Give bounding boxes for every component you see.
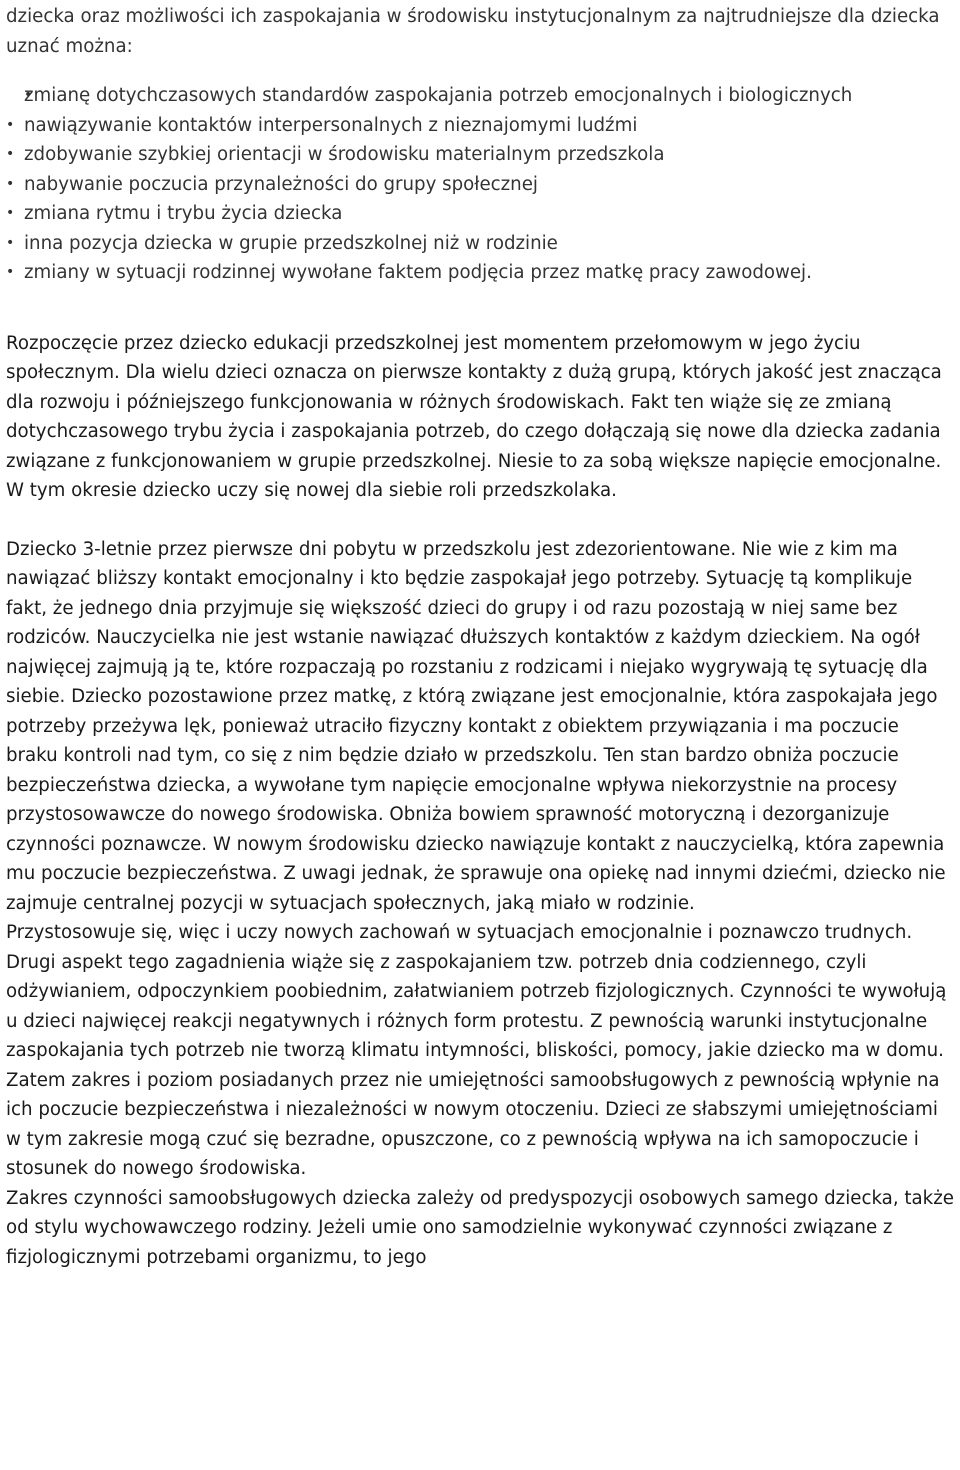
bullet-list [6, 81, 954, 288]
paragraph: Dziecko 3-letnie przez pierwsze dni pobytu w przedszkolu jest zdezorientowane. Nie wie z kim ma nawiązać bliższy kontakt emocjonalny i kto będzie zaspokajał jego potrzeby. Sytuację tą komplikuje fakt, że jednego dnia przyjmuje się większość dzieci do grupy i od razu pozostają w niej same bez rodziców. Nauczycielka nie jest wstanie nawiązać dłuższych kontaktów z każdym dzieckiem. Na ogół najwięcej zajmują ją te, które rozpaczają po rozstaniu z rodzicami i niejako wygrywają tę sytuację dla siebie. Dziecko pozostawione przez matkę, z którą związane jest emocjonalnie, która zaspokajała jego potrzeby przeżywa lęk, ponieważ utraciło fizyczny kontakt z obiektem przywiązania i ma poczucie braku kontroli nad tym, co się z nim będzie działo w przedszkolu. Ten stan bardzo obniża poczucie bezpieczeństwa dziecka, a wywołane tym napięcie emocjonalne wpływa niekorzystnie na procesy przystosowawcze do nowego środowiska. Obniża bowiem sprawność motoryczną i dezorganizuje czynności poznawcze. W nowym środowisku dziecko nawiązuje kontakt z nauczycielką, która zapewnia mu poczucie bezpieczeństwa. Z uwagi jednak, że sprawuje ona opiekę nad innymi dziećmi, dziecko nie zajmuje centralnej pozycji w sytuacjach społecznych, jaką miało w rodzinie. [6, 538, 946, 914]
list-item: • zdobywanie szybkiej orientacji w środowisku materialnym przedszkola [6, 140, 954, 170]
list-item: • zmianę dotychczasowych standardów zaspokajania potrzeb emocjonalnych i biologicznych [6, 81, 954, 111]
list-item: • zmiany w sytuacji rodzinnej wywołane faktem podjęcia przez matkę pracy zawodowej. [6, 258, 954, 288]
paragraph: Zakres czynności samoobsługowych dziecka zależy od predyspozycji osobowych samego dziecka, także od stylu wychowawczego rodziny. Jeżeli umie ono samodzielnie wykonywać czynności związane z fizjologicznymi potrzebami organizmu, to jego [6, 1187, 954, 1268]
list-item: • nawiązywanie kontaktów interpersonalnych z nieznajomymi ludźmi [6, 111, 954, 141]
intro-text: dziecka oraz możliwości ich zaspokajania w środowisku instytucjonalnym za najtrudniejsze dla dziecka uznać można: [6, 6, 940, 57]
paragraph: Rozpoczęcie przez dziecko edukacji przedszkolnej jest momentem przełomowym w jego życiu społecznym. Dla wielu dzieci oznacza on pierwsze kontakty z dużą grupą, których jakość jest znacząca dla rozwoju i późniejszego funkcjonowania w różnych środowiskach. Fakt ten wiąże się ze zmianą dotychczasowego trybu życia i zaspokajania potrzeb, do czego dołączają się nowe dla dziecka zadania związane z funkcjonowaniem w grupie przedszkolnej. Niesie to za sobą większe napięcie emocjonalne. W tym okresie dziecko uczy się nowej dla siebie roli przedszkolaka. [6, 332, 942, 501]
paragraph: Przystosowuje się, więc i uczy nowych zachowań w sytuacjach emocjonalnie i poznawczo trudnych. [6, 922, 913, 943]
list-item: • inna pozycja dziecka w grupie przedszkolnej niż w rodzinie [6, 229, 954, 259]
paragraph: Drugi aspekt tego zagadnienia wiąże się z zaspokajaniem tzw. potrzeb dnia codziennego, czyli odżywianiem, odpoczynkiem poobiednim, załatwianiem potrzeb fizjologicznych. Czynności te wywołują u dzieci najwięcej reakcji negatywnych i różnych form protestu. Z pewnością warunki instytucjonalne zaspokajania tych potrzeb nie tworzą klimatu intymności, bliskości, pomocy, jakie dziecko ma w domu. Zatem zakres i poziom posiadanych przez nie umiejętności samoobsługowych z pewnością wpłynie na ich poczucie bezpieczeństwa i niezależności w nowym otoczeniu. Dzieci ze słabszymi umiejętnościami w tym zakresie mogą czuć się bezradne, opuszczone, co z pewnością wpływa na ich samopoczucie i stosunek do nowego środowiska. [6, 951, 947, 1179]
list-item: • zmiana rytmu i trybu życia dziecka [6, 199, 954, 229]
list-item: • nabywanie poczucia przynależności do grupy społecznej [6, 170, 954, 200]
